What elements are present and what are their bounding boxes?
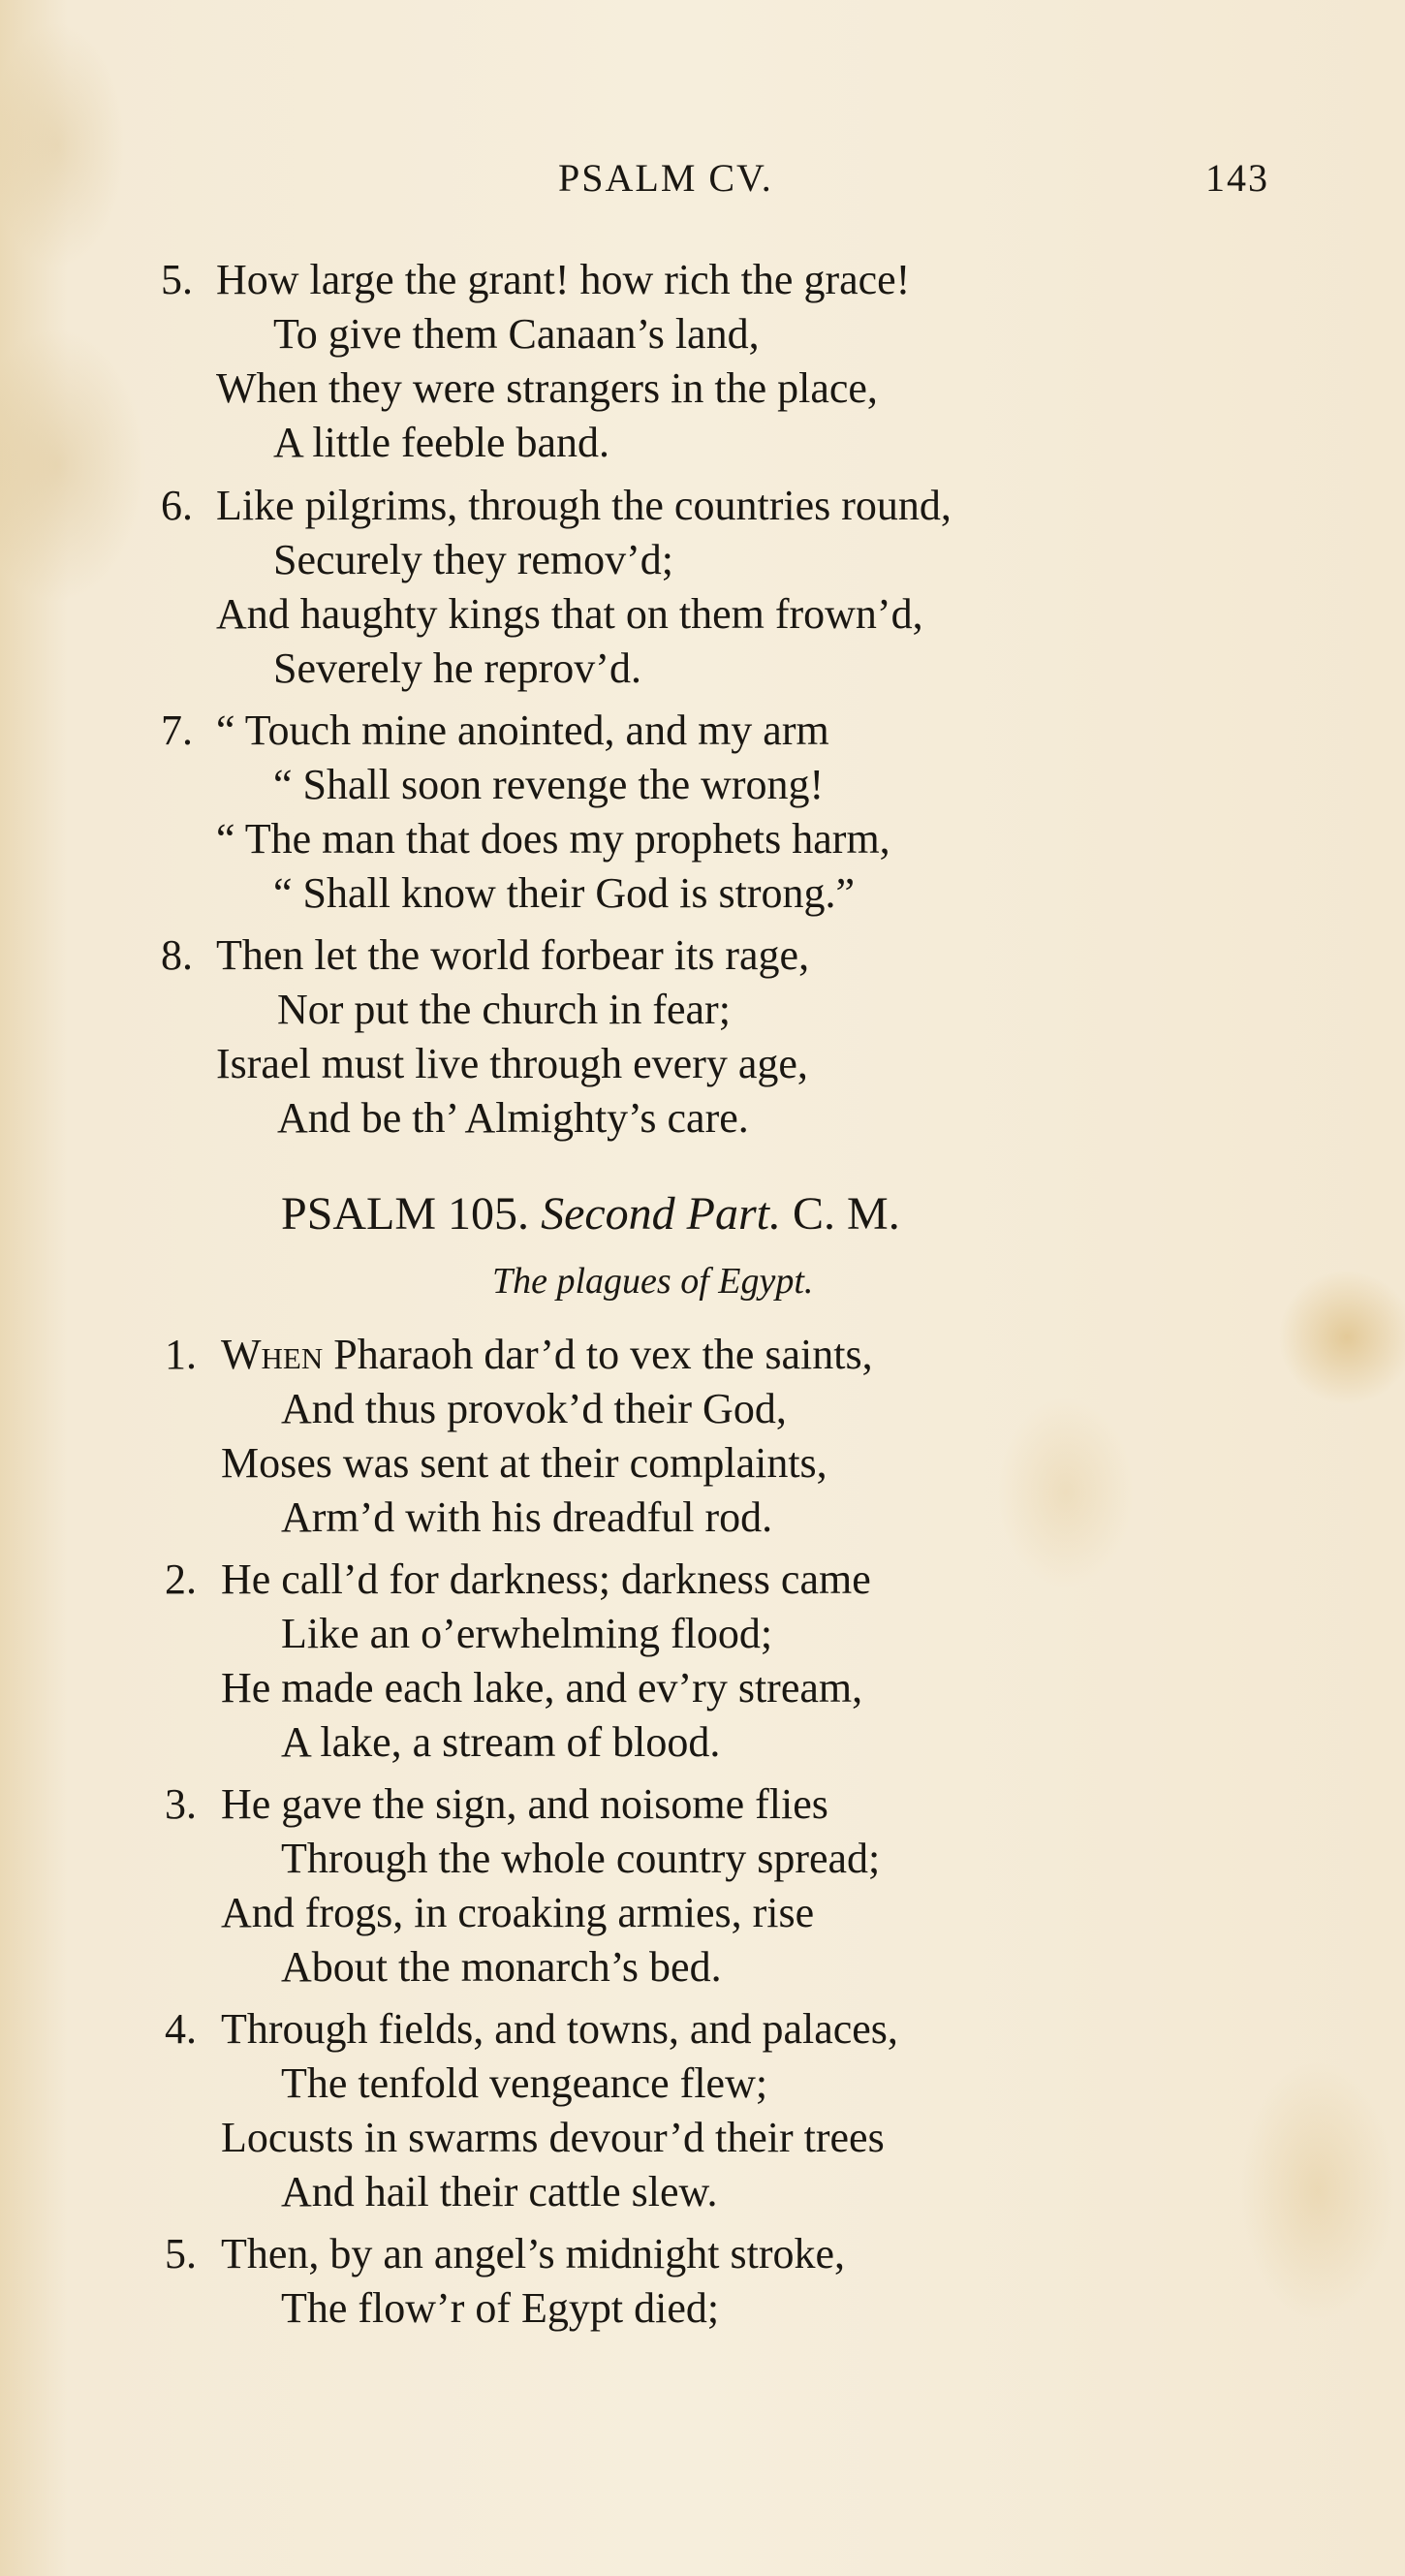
running-title: PSALM CV. xyxy=(558,156,773,200)
stanza-number: 4. xyxy=(165,2005,197,2053)
stanza-number: 1. xyxy=(165,1331,197,1378)
heading-part: Second Part. xyxy=(541,1188,782,1240)
psalm-subheading: The plagues of Egypt. xyxy=(492,1261,814,1302)
verse-line: Moses was sent at their complaints, xyxy=(221,1439,827,1487)
verse-line: When they were strangers in the place, xyxy=(216,364,878,412)
verse-line: Like pilgrims, through the countries round, xyxy=(216,482,952,529)
psalm-heading xyxy=(281,1187,900,1241)
verse-line: A lake, a stream of blood. xyxy=(281,1718,721,1766)
verse-line: And haughty kings that on them frown’d, xyxy=(216,590,923,638)
verse-line: And frogs, in croaking armies, rise xyxy=(221,1889,815,1936)
verse-line: “ Shall soon revenge the wrong! xyxy=(273,761,825,808)
verse-line: The flow’r of Egypt died; xyxy=(281,2284,720,2332)
stanza-number: 5. xyxy=(165,2230,197,2278)
first-word: When xyxy=(221,1331,324,1378)
page-number: 143 xyxy=(1205,156,1269,200)
verse-line: And be th’ Almighty’s care. xyxy=(277,1094,749,1142)
verse-line: He call’d for darkness; darkness came xyxy=(221,1555,871,1603)
verse-line: Through fields, and towns, and palaces, xyxy=(221,2005,898,2053)
verse-line: Then let the world forbear its rage, xyxy=(216,931,810,979)
verse-line: Severely he reprov’d. xyxy=(273,644,641,692)
heading-psalm-number: PSALM 105. xyxy=(281,1188,530,1240)
verse-line: A little feeble band. xyxy=(273,419,609,466)
verse-line: “ Shall know their God is strong.” xyxy=(273,869,856,917)
verse-line: And hail their cattle slew. xyxy=(281,2168,718,2215)
stanza-number: 8. xyxy=(161,931,193,979)
verse-line: “ Touch mine anointed, and my arm xyxy=(216,707,829,754)
verse-line: Securely they remov’d; xyxy=(273,536,673,583)
verse-line: How large the grant! how rich the grace! xyxy=(216,256,911,303)
verse-line: Then, by an angel’s midnight stroke, xyxy=(221,2230,845,2278)
running-header xyxy=(0,155,1405,213)
verse-line: Locusts in swarms devour’d their trees xyxy=(221,2114,885,2161)
verse-line: He gave the sign, and noisome flies xyxy=(221,1780,828,1828)
verse-line: Nor put the church in fear; xyxy=(277,986,731,1033)
verse-line: He made each lake, and ev’ry stream, xyxy=(221,1664,863,1712)
verse-line: Through the whole country spread; xyxy=(281,1835,881,1882)
verse-line: “ The man that does my prophets harm, xyxy=(216,815,890,863)
verse-line: The tenfold vengeance flew; xyxy=(281,2059,768,2107)
verse-line: Like an o’erwhelming flood; xyxy=(281,1610,773,1657)
verse-line: And thus provok’d their God, xyxy=(281,1385,787,1432)
first-line-rest: Pharaoh dar’d to vex the saints, xyxy=(323,1331,873,1378)
stanza-number: 6. xyxy=(161,482,193,529)
verse-line: Arm’d with his dreadful rod. xyxy=(281,1493,773,1541)
stanza-number: 7. xyxy=(161,707,193,754)
verse-line xyxy=(221,1328,873,1382)
heading-meter: C. M. xyxy=(793,1188,900,1240)
verse-line: To give them Canaan’s land, xyxy=(273,310,760,358)
verse-line: Israel must live through every age, xyxy=(216,1040,808,1087)
verse-line: About the monarch’s bed. xyxy=(281,1943,722,1991)
stanza-number: 3. xyxy=(165,1780,197,1828)
stanza-number: 2. xyxy=(165,1555,197,1603)
stanza-number: 5. xyxy=(161,256,193,303)
